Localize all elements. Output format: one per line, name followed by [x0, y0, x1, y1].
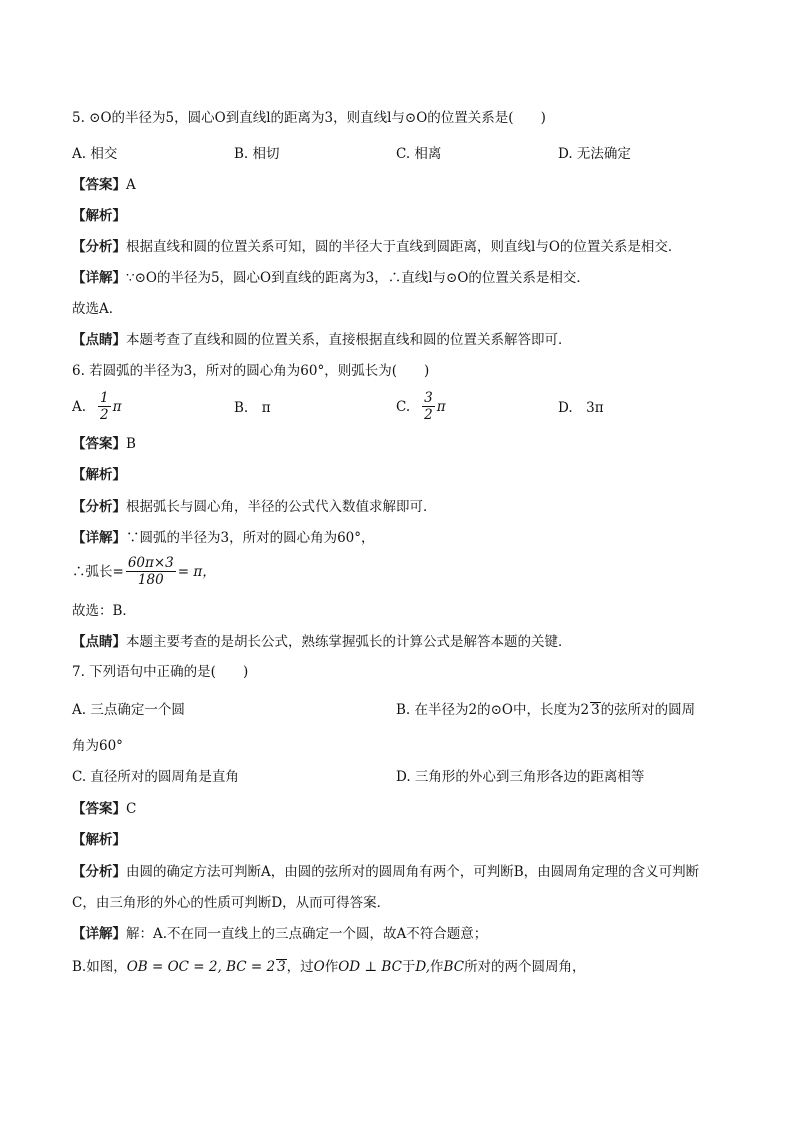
q6-option-d: D. 3π	[558, 400, 604, 416]
sqrt-radicand	[590, 702, 601, 717]
xiangjie-tag: 【详解】	[72, 270, 126, 286]
analysis-tag: 【解析】	[72, 208, 126, 224]
option-b-post: 的弦所对的圆周	[600, 702, 696, 718]
q6-choose: 故选：B．	[72, 603, 136, 619]
radicand-value: 3	[591, 702, 600, 718]
sqrt-radicand	[276, 959, 287, 974]
xiangjie-tag: 【详解】	[72, 926, 126, 942]
q5-option-b: B. 相切	[234, 146, 280, 162]
q7-option-c: C. 直径所对的圆周角是直角	[72, 769, 239, 785]
dianjing-tag: 【点睛】	[72, 634, 126, 650]
q7-fenxi-1	[72, 862, 699, 882]
line-post: 所对的两个圆周角，	[464, 959, 586, 975]
xiangjie-text: ∵圆弧的半径为3，所对的圆心角为60°，	[126, 530, 375, 546]
pi-symbol: π	[436, 398, 446, 415]
q7-xiangjie	[72, 924, 487, 944]
option-label: A.	[72, 398, 87, 415]
fenxi-text: 由圆的确定方法可判断A，由圆的弦所对的圆周角有两个，可判断B，由圆周角定理的含义可判断	[126, 864, 700, 880]
fraction-denominator: 2	[424, 407, 433, 423]
q6-answer	[72, 434, 136, 454]
fraction-denominator: 2	[100, 407, 109, 423]
fenxi-tag: 【分析】	[72, 864, 126, 880]
fraction-numerator: 3	[424, 390, 433, 406]
option-b-pre: B. 在半径为2的⊙O中，长度为2	[396, 702, 590, 718]
q5-xiangjie	[72, 268, 590, 288]
q6-dianjing	[72, 632, 572, 652]
answer-tag: 【答案】	[72, 177, 126, 193]
xiangjie-text: 解：A.不在同一直线上的三点确定一个圆，故A不符合题意；	[126, 926, 488, 942]
analysis-tag: 【解析】	[72, 832, 126, 848]
q5-dianjing	[72, 330, 572, 350]
q6-formula	[72, 555, 216, 588]
formula-numerator: 60π×3	[127, 555, 174, 571]
dianjing-tag: 【点睛】	[72, 332, 126, 348]
fraction-numerator: 1	[100, 390, 109, 406]
q6-stem: 6. 若圆弧的半径为3，所对的圆心角为60°，则弧长为( )	[72, 363, 430, 379]
point-d: D,	[415, 959, 431, 975]
answer-tag: 【答案】	[72, 801, 126, 817]
fenxi-text: 根据弧长与圆心角，半径的公式代入数值求解即可．	[126, 499, 437, 515]
fenxi-text: 根据直线和圆的位置关系可知，圆的半径大于直线到圆距离，则直线l与O的位置关系是相交．	[126, 239, 682, 255]
q5-option-d: D. 无法确定	[558, 146, 631, 162]
q6-fenxi	[72, 497, 437, 517]
q6-option-a	[72, 390, 122, 423]
q5-option-c: C. 相离	[396, 146, 442, 162]
line-pre: B.如图，	[72, 959, 127, 975]
formula-denominator: 180	[137, 572, 164, 588]
q7-analysis-heading	[72, 830, 126, 850]
fenxi-tag: 【分析】	[72, 499, 126, 515]
text-zuo-2: 作	[430, 959, 444, 975]
answer-value: A	[126, 177, 136, 193]
q5-answer	[72, 175, 136, 195]
option-label: C.	[396, 398, 411, 415]
answer-value: B	[126, 436, 136, 452]
answer-tag: 【答案】	[72, 436, 126, 452]
q6-xiangjie	[72, 528, 375, 548]
dianjing-text: 本题考查了直线和圆的位置关系，直接根据直线和圆的位置关系解答即可．	[126, 332, 572, 348]
dianjing-text: 本题主要考查的是胡长公式，熟练掌握弧长的计算公式是解答本题的关键．	[126, 634, 572, 650]
q5-analysis-heading	[72, 206, 126, 226]
fenxi-tag: 【分析】	[72, 239, 126, 255]
q5-fenxi	[72, 237, 681, 257]
analysis-tag: 【解析】	[72, 467, 126, 483]
q7-option-b-continued: 角为60°	[72, 738, 123, 754]
q5-stem: 5. ⊙O的半径为5，圆心O到直线l的距离为3，则直线l与⊙O的位置关系是( )	[72, 110, 546, 126]
text-guo: ，过	[286, 959, 314, 975]
text-yu: 于	[401, 959, 416, 975]
segment-bc: BC	[443, 959, 465, 975]
q7-fenxi-2: C，由三角形的外心的性质可判断D，从而可得答案．	[72, 895, 391, 911]
q5-option-a: A. 相交	[72, 146, 118, 162]
answer-value: C	[126, 801, 137, 817]
q5-choose: 故选A．	[72, 301, 123, 317]
perpendicular-math: OD ⊥ BC	[338, 959, 402, 975]
lengths-math: OB = OC = 2, BC = 2	[126, 959, 276, 975]
q6-analysis-heading	[72, 465, 126, 485]
q7-stem: 7. 下列语句中正确的是( )	[72, 664, 249, 680]
point-o: O	[313, 959, 325, 975]
q7-option-a: A. 三点确定一个圆	[72, 702, 185, 718]
text-zuo: 作	[324, 959, 339, 975]
q6-option-b: B. π	[234, 400, 271, 416]
q7-option-b	[396, 700, 695, 720]
radicand-value: 3	[277, 959, 286, 975]
formula-tail: = π，	[177, 563, 216, 580]
q7-figure-line	[72, 957, 586, 977]
pi-symbol: π	[112, 398, 122, 415]
q7-answer	[72, 799, 136, 819]
xiangjie-tag: 【详解】	[72, 530, 126, 546]
q7-option-d: D. 三角形的外心到三角形各边的距离相等	[396, 769, 645, 785]
xiangjie-text: ∵⊙O的半径为5，圆心O到直线的距离为3，∴直线l与⊙O的位置关系是相交．	[126, 270, 590, 286]
q6-option-c	[396, 390, 446, 423]
formula-lead: ∴弧长=	[72, 563, 124, 580]
